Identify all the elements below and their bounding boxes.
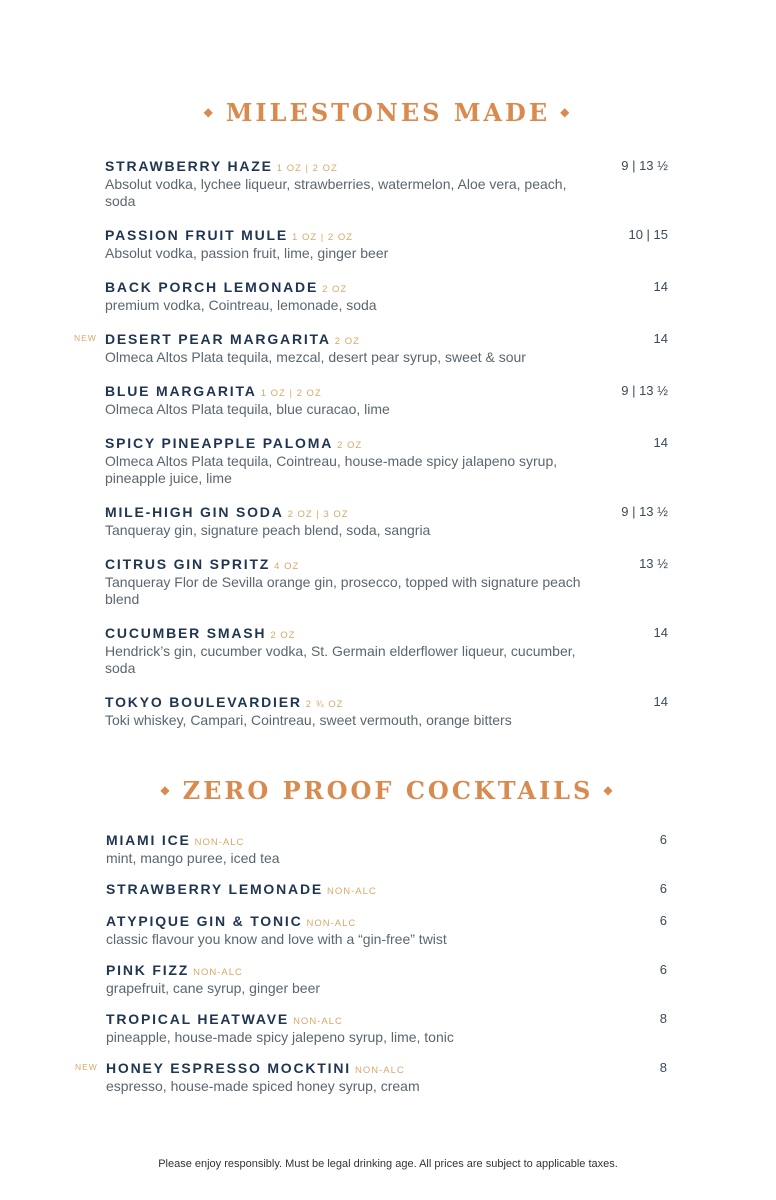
diamond-icon: ◆ <box>160 782 173 797</box>
menu-item <box>74 328 668 366</box>
item-size: NON-ALC <box>306 918 357 929</box>
menu-item <box>75 1057 667 1095</box>
item-price: 6 <box>659 962 667 977</box>
item-description: mint, mango puree, iced tea <box>106 850 280 866</box>
item-name: PASSION FRUIT MULE <box>105 227 289 243</box>
item-name: HONEY ESPRESSO MOCKTINI <box>106 1060 351 1076</box>
zero-proof-list <box>75 829 667 1106</box>
item-size: 4 OZ <box>274 561 300 572</box>
menu-item <box>105 501 668 539</box>
item-name: MIAMI ICE <box>106 832 191 848</box>
item-description: Toki whiskey, Campari, Cointreau, sweet vermouth, orange bitters <box>105 712 512 728</box>
item-description: Tanqueray Flor de Sevilla orange gin, prosecco, topped with signature peach blend <box>105 574 581 607</box>
item-name: CUCUMBER SMASH <box>105 625 267 641</box>
item-price: 9 | 13 ½ <box>621 158 668 173</box>
item-size: NON-ALC <box>354 1065 405 1076</box>
item-price: 9 | 13 ½ <box>621 504 668 519</box>
item-name: ATYPIQUE GIN & TONIC <box>106 913 303 929</box>
item-description: premium vodka, Cointreau, lemonade, soda <box>105 297 377 313</box>
menu-item <box>105 155 668 210</box>
item-price: 14 <box>653 694 668 709</box>
item-price: 14 <box>653 435 668 450</box>
item-description: Absolut vodka, passion fruit, lime, ginger beer <box>105 245 389 261</box>
menu-item <box>106 1008 667 1046</box>
item-size: 1 OZ | 2 OZ <box>260 388 322 399</box>
item-description: Olmeca Altos Plata tequila, mezcal, desert pear syrup, sweet & sour <box>105 349 526 365</box>
section-title-zero-proof <box>0 776 776 805</box>
item-size: NON-ALC <box>327 886 377 897</box>
milestones-list <box>74 155 668 743</box>
item-name: TROPICAL HEATWAVE <box>106 1011 290 1027</box>
item-size: NON-ALC <box>193 967 243 978</box>
item-size: 2 OZ | 3 OZ <box>287 509 349 520</box>
item-description: grapefruit, cane syrup, ginger beer <box>106 980 321 996</box>
item-price: 10 | 15 <box>628 227 668 242</box>
diamond-icon: ◆ <box>203 104 216 119</box>
item-price: 14 <box>653 331 668 346</box>
menu-item <box>106 878 667 899</box>
item-size: 1 OZ | 2 OZ <box>292 232 354 243</box>
item-name: TOKYO BOULEVARDIER <box>105 694 302 710</box>
item-price: 6 <box>659 913 667 928</box>
menu-item <box>105 224 668 262</box>
item-price: 9 | 13 ½ <box>621 383 668 398</box>
item-size: NON-ALC <box>194 837 245 848</box>
menu-item <box>105 553 668 608</box>
item-description: espresso, house-made spiced honey syrup, cream <box>106 1078 420 1094</box>
item-price: 8 <box>659 1011 667 1026</box>
menu-item <box>105 380 668 418</box>
menu-item <box>106 959 667 997</box>
menu-item <box>105 691 668 729</box>
item-size: 2 OZ <box>334 336 360 347</box>
item-size: 1 OZ | 2 OZ <box>276 163 338 174</box>
item-price: 8 <box>659 1060 667 1075</box>
item-description: Tanqueray gin, signature peach blend, soda, sangria <box>105 522 431 538</box>
menu-item <box>105 432 668 487</box>
item-size: 2 OZ <box>337 440 363 451</box>
diamond-icon: ◆ <box>603 782 616 797</box>
item-size: NON-ALC <box>293 1016 343 1027</box>
diamond-icon: ◆ <box>560 104 573 119</box>
item-size: 2 ¾ OZ <box>305 699 344 710</box>
item-name: MILE-HIGH GIN SODA <box>105 504 284 520</box>
item-description: pineapple, house-made spicy jalepeno syrup, lime, tonic <box>106 1029 454 1045</box>
item-description: classic flavour you know and love with a “gin-free” twist <box>106 931 447 947</box>
item-price: 13 ½ <box>639 556 668 571</box>
menu-item <box>106 910 667 948</box>
item-description: Absolut vodka, lychee liqueur, strawberries, watermelon, Aloe vera, peach, soda <box>105 176 567 209</box>
item-description: Olmeca Altos Plata tequila, Cointreau, house-made spicy jalapeno syrup, pineapple juice, lime <box>105 453 558 486</box>
item-description: Olmeca Altos Plata tequila, blue curacao, lime <box>105 401 390 417</box>
menu-item <box>105 622 668 677</box>
menu-item <box>106 829 667 867</box>
footer-disclaimer: Please enjoy responsibly. Must be legal drinking age. All prices are subject to applicable taxes. <box>158 1158 618 1170</box>
item-name: BLUE MARGARITA <box>105 383 257 399</box>
menu-item <box>105 276 668 314</box>
section-title-text: ZERO PROOF COCKTAILS <box>182 776 594 805</box>
item-size: 2 OZ <box>322 284 348 295</box>
item-name: STRAWBERRY LEMONADE <box>106 881 323 897</box>
item-name: STRAWBERRY HAZE <box>105 158 273 174</box>
item-price: 14 <box>653 279 668 294</box>
new-badge: NEW <box>75 1062 98 1072</box>
item-description: Hendrick’s gin, cucumber vodka, St. Germain elderflower liqueur, cucumber, soda <box>105 643 576 676</box>
item-name: BACK PORCH LEMONADE <box>105 279 319 295</box>
item-price: 14 <box>653 625 668 640</box>
item-name: DESERT PEAR MARGARITA <box>105 331 331 347</box>
new-badge: NEW <box>74 333 97 343</box>
section-title-text: MILESTONES MADE <box>225 98 551 127</box>
item-name: PINK FIZZ <box>106 962 190 978</box>
item-price: 6 <box>659 832 667 847</box>
item-name: CITRUS GIN SPRITZ <box>105 556 271 572</box>
item-name: SPICY PINEAPPLE PALOMA <box>105 435 334 451</box>
item-price: 6 <box>659 881 667 896</box>
item-size: 2 OZ <box>270 630 296 641</box>
section-title-milestones <box>0 98 776 127</box>
